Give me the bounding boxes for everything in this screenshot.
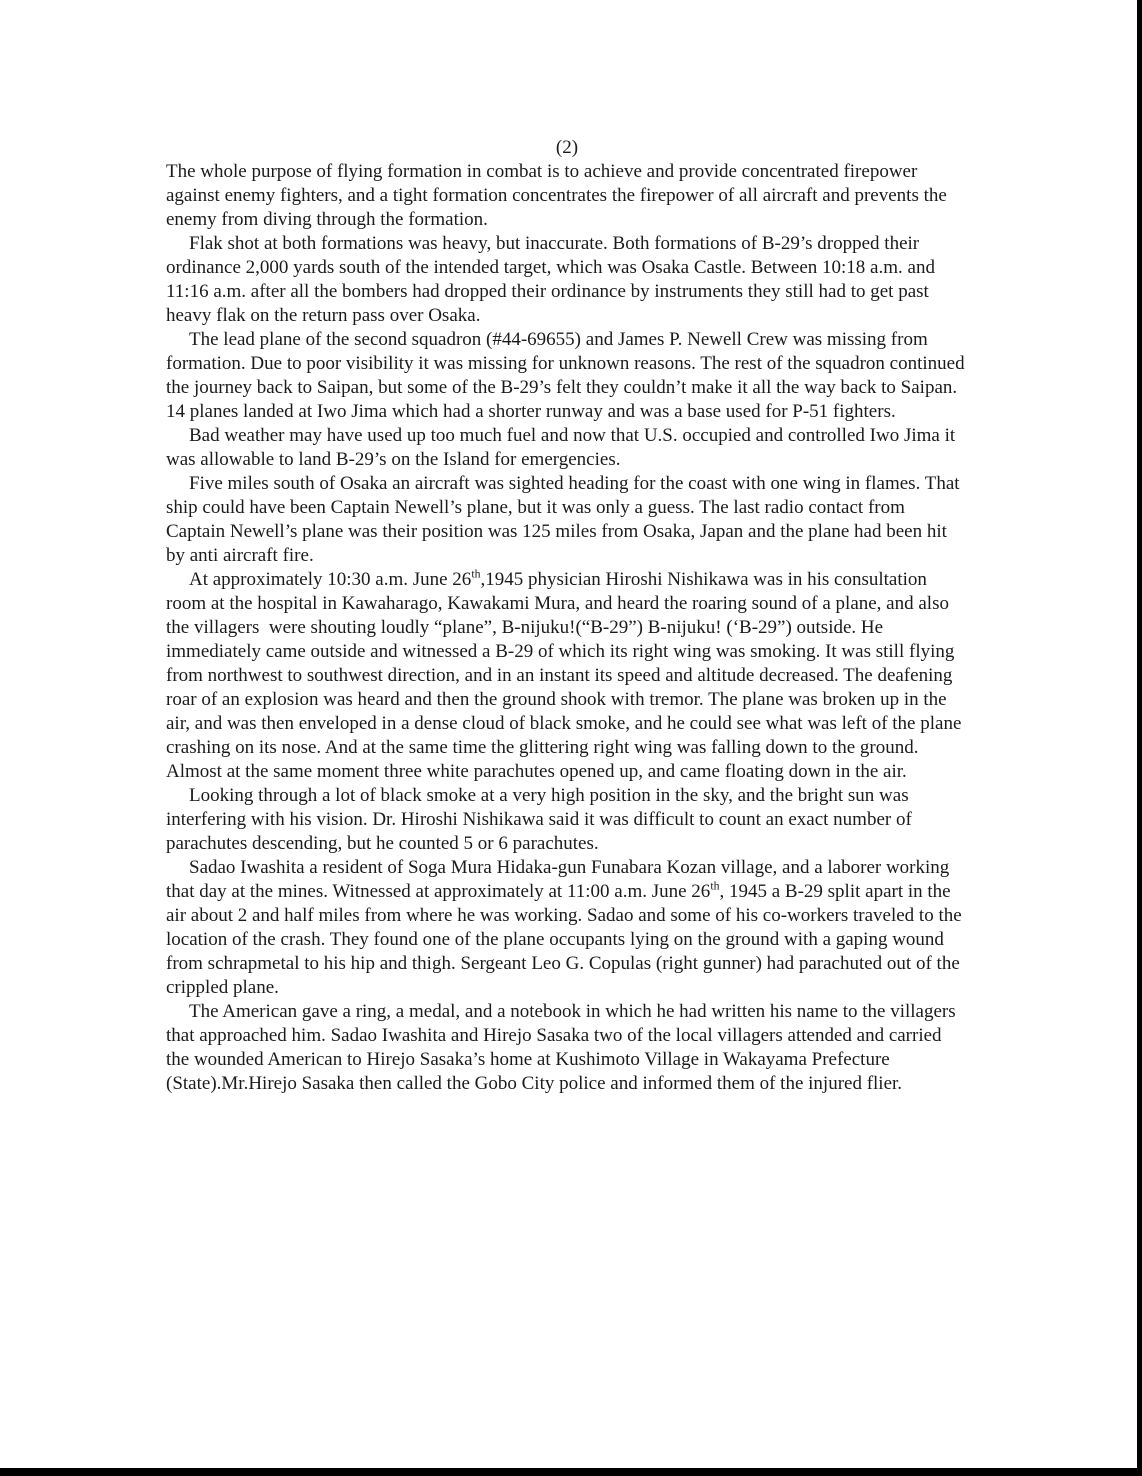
- page-number: (2): [555, 137, 579, 158]
- paragraph-bad-weather: Bad weather may have used up too much fuel and now that U.S. occupied and controlled Iwo Jima it was allowable to land B-29’s on the Island for emergencies.: [166, 425, 960, 470]
- paragraph-lead-plane-missing: The lead plane of the second squadron (#44-69655) and James P. Newell Crew was missing from formation. Due to poor visibility it was missing for unknown reasons. The rest of the squadron continued the journey back to Saipan, but some of the B-29’s felt they couldn’t make it all the way back to Saipan. 14 planes landed at Iwo Jima which had a shorter runway and was a base used for P-51 fighters.: [166, 329, 970, 422]
- scan-edge-right: [1137, 0, 1142, 1476]
- paragraph-nishikawa-witness: [166, 568, 968, 784]
- page-text-column: [166, 136, 968, 1096]
- paragraph-text-after-superscript: , 1945 a B-29 split apart in the air about 2 and half miles from where he was working. Sadao and some of his co-workers traveled to the location of the crash. They found one of the plane occupants lying on the ground with a gaping wound from schrapmetal to his hip and thigh. Sergeant Leo G. Copulas (right gunner) had parachuted out of the crippled plane.: [166, 881, 967, 998]
- paragraph-american-gave-ring: The American gave a ring, a medal, and a notebook in which he had written his name to the villagers that approached him. Sadao Iwashita and Hirejo Sasaka two of the local villagers attended and carried the wounded American to Hirejo Sasaka’s home at Kushimoto Village in Wakayama Prefecture (State).Mr.Hirejo Sasaka then called the Gobo City police and informed them of the injured flier.: [166, 1001, 961, 1094]
- paragraph-text-before-superscript: At approximately 10:30 a.m. June 26: [189, 569, 472, 590]
- paragraph-text-before-superscript: Sadao Iwashita a resident of Soga Mura Hidaka-gun Funabara Kozan village, and a laborer working that day at the mines. Witnessed at approximately at 11:00 a.m. June 26: [166, 857, 955, 902]
- paragraph-sadao-iwashita-witness: [166, 856, 968, 1000]
- superscript-th: th: [471, 567, 481, 581]
- paragraph-flak-shot: Flak shot at both formations was heavy, but inaccurate. Both formations of B-29’s dropped their ordinance 2,000 yards south of the intended target, which was Osaka Castle. Between 10:18 a.m. and 11:16 a.m. after all the bombers had dropped their ordinance by instruments they still had to get past heavy flak on the return pass over Osaka.: [166, 233, 940, 326]
- paragraph-counting-parachutes: Looking through a lot of black smoke at a very high position in the sky, and the bright sun was interfering with his vision. Dr. Hiroshi Nishikawa said it was difficult to count an exact number of parachutes descending, but he counted 5 or 6 parachutes.: [166, 785, 917, 854]
- superscript-th: th: [710, 879, 720, 893]
- paragraph-five-miles-south: Five miles south of Osaka an aircraft was sighted heading for the coast with one wing in flames. That ship could have been Captain Newell’s plane, but it was only a guess. The last radio contact from Captain Newell’s plane was their position was 125 miles from Osaka, Japan and the plane had been hit by anti aircraft fire.: [166, 473, 965, 566]
- scan-edge-bottom: [0, 1468, 1142, 1476]
- paragraph-text-after-superscript: ,1945 physician Hiroshi Nishikawa was in his consultation room at the hospital in Kawaharago, Kawakami Mura, and heard the roaring sound of a plane, and also the villagers were shouting loudly “plane”, B-nijuku!(“B-29”) B-nijuku! (‘B-29”) outside. He immediately came outside and witnessed a B-29 of which its right wing was smoking. It was still flying from northwest to southwest direction, and in an instant its speed and altitude decreased. The deafening roar of an explosion was heard and then the ground shook with tremor. The plane was broken up in the air, and was then enveloped in a dense cloud of black smoke, and he could see what was left of the plane crashing on its nose. And at the same time the glittering right wing was falling down to the ground. Almost at the same moment three white parachutes opened up, and came floating down in the air.: [166, 569, 967, 782]
- paragraph-flying-formation-purpose: The whole purpose of flying formation in combat is to achieve and provide concentrated firepower against enemy fighters, and a tight formation concentrates the firepower of all aircraft and prevents the enemy from diving through the formation.: [166, 161, 952, 230]
